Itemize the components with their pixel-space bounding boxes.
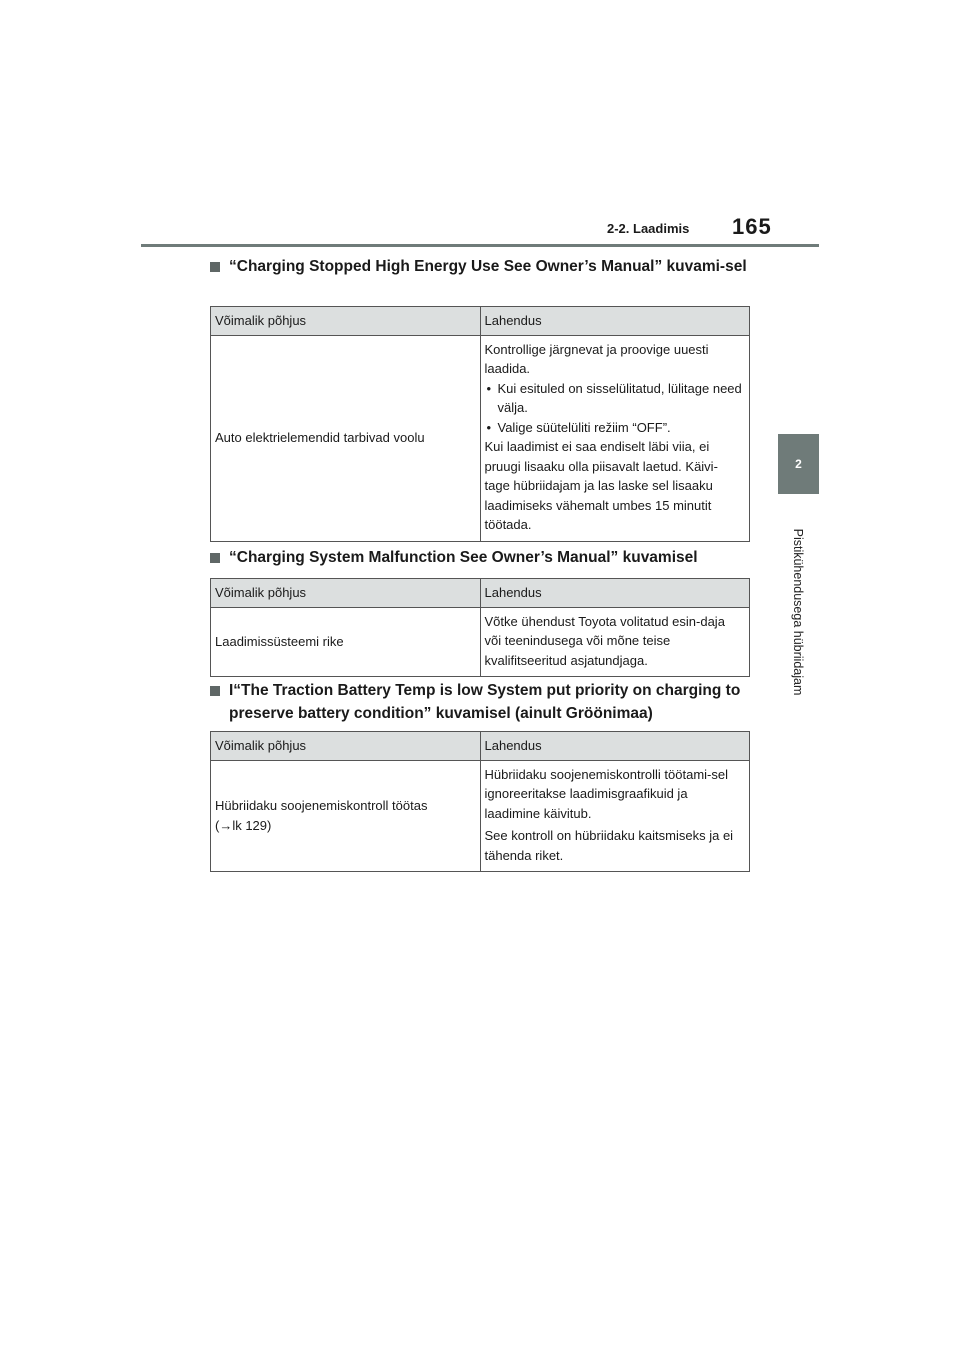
col-header-cause: Võimalik põhjus xyxy=(211,732,481,761)
table-charging-stopped xyxy=(210,306,750,542)
table-header-row xyxy=(211,732,750,761)
square-bullet-icon xyxy=(210,553,220,563)
section-heading-text: I“The Traction Battery Temp is low System put priority on charging to preserve battery condition” kuvamisel (ainult Gröönimaa) xyxy=(229,682,741,722)
solution-cell xyxy=(480,335,750,541)
section-heading-2 xyxy=(210,546,770,569)
solution-intro: Kontrollige järgnevat ja proovige uuesti laadida. xyxy=(484,341,709,376)
page-number: 165 xyxy=(732,214,772,239)
page-reference: (→lk 129) xyxy=(215,817,272,833)
chapter-number: 2 xyxy=(795,457,802,471)
col-header-cause: Võimalik põhjus xyxy=(211,579,481,608)
cause-cell: Laadimissüsteemi rike xyxy=(211,607,481,677)
solution-bullet-list xyxy=(485,379,744,438)
solution-text: Võtke ühendust Toyota volitatud esin-daja või teenindusega või mõne teise kvalifitseeritud asjatundjaga. xyxy=(484,613,725,668)
table-system-malfunction xyxy=(210,578,750,677)
table-row xyxy=(211,760,750,872)
solution-paragraph: Hübriidaku soojenemiskontrolli töötami-sel ignoreeritakse laadimisgraafikuid ja laadimine käivitub. xyxy=(484,766,728,821)
table-battery-temp-low xyxy=(210,731,750,872)
section-heading-text: “Charging Stopped High Energy Use See Owner’s Manual” kuvami-sel xyxy=(229,258,747,275)
header-divider xyxy=(141,244,819,247)
cause-text: Hübriidaku soojenemiskontroll töötas xyxy=(215,798,428,814)
section-heading-3 xyxy=(210,679,770,725)
solution-outro: Kui laadimist ei saa endiselt läbi viia, ei pruugi lisaaku olla piisavalt laetud. Käivi-tage hübriidajam ja las laske sel lisaaku laadimiseks vähemalt umbes 15 minutit töötada. xyxy=(484,439,718,532)
list-item: • Valige süütelüliti režiim “OFF”. xyxy=(485,418,744,438)
table-row xyxy=(211,335,750,541)
list-item: • Kui esituled on sisselülitatud, lülitage need välja. xyxy=(485,379,744,418)
col-header-solution: Lahendus xyxy=(480,307,750,336)
chapter-tab xyxy=(778,434,819,494)
square-bullet-icon xyxy=(210,686,220,696)
solution-cell xyxy=(480,607,750,677)
col-header-solution: Lahendus xyxy=(480,579,750,608)
header-section-title: 2-2. Laadimis xyxy=(607,221,690,236)
table-header-row xyxy=(211,307,750,336)
chapter-title: Pistikühendusega hübriidajam xyxy=(791,528,805,696)
solution-paragraph: See kontroll on hübriidaku kaitsmiseks ja ei tähenda riket. xyxy=(484,828,734,863)
cause-cell xyxy=(211,760,481,872)
solution-cell xyxy=(480,760,750,872)
square-bullet-icon xyxy=(210,262,220,272)
section-heading-text: “Charging System Malfunction See Owner’s Manual” kuvamisel xyxy=(229,549,698,566)
cause-cell: Auto elektrielemendid tarbivad voolu xyxy=(211,335,481,541)
col-header-solution: Lahendus xyxy=(480,732,750,761)
table-header-row xyxy=(211,579,750,608)
table-row xyxy=(211,607,750,677)
col-header-cause: Võimalik põhjus xyxy=(211,307,481,336)
section-heading-1 xyxy=(210,255,770,278)
